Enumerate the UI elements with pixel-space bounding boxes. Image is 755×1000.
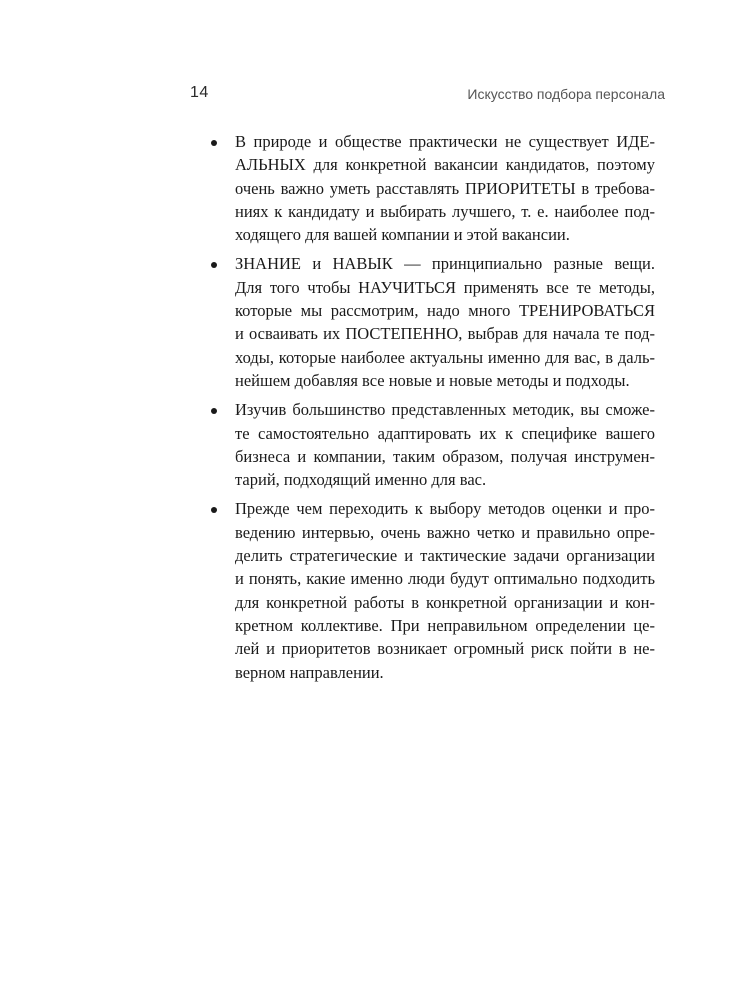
bullet-item-3 <box>200 398 655 491</box>
text-line: и осваивать их ПОСТЕПЕННО, выбрав для начала те под- <box>235 324 655 344</box>
text-line: для конкретной работы в конкретной организации и кон- <box>235 592 655 612</box>
text-line: В природе и обществе практически не существует ИДЕ- <box>235 132 655 151</box>
text-line: бизнеса и компании, таким образом, получая инструмен- <box>235 446 655 466</box>
text-line: ходящего для вашей компании и этой вакансии. <box>235 225 570 245</box>
bullet-list <box>200 130 655 690</box>
bullet-dot-icon <box>211 262 217 268</box>
text-line: тарий, подходящий именно для вас. <box>235 470 487 490</box>
bullet-item-2 <box>200 252 655 392</box>
text-line: лей и приоритетов возникает огромный риск пойти в не- <box>235 639 655 659</box>
bullet-text <box>235 398 655 491</box>
bullet-text <box>235 252 655 392</box>
bullet-dot-icon <box>211 408 217 414</box>
text-line: нейшем добавляя все новые и новые методы и подходы. <box>235 370 630 390</box>
text-line: верном направлении. <box>235 662 384 682</box>
text-line: и понять, какие именно люди будут оптимально подходить <box>235 569 655 589</box>
text-line: делить стратегические и тактические задачи организации <box>235 546 655 566</box>
text-line: те самостоятельно адаптировать их к специфике вашего <box>235 423 655 443</box>
text-line: которые мы рассмотрим, надо много ТРЕНИРОВАТЬСЯ <box>235 301 655 321</box>
bullet-dot-icon <box>211 507 217 513</box>
bullet-item-4 <box>200 497 655 683</box>
text-line: АЛЬНЫХ для конкретной вакансии кандидатов, поэтому <box>235 155 655 175</box>
page-number: 14 <box>190 84 209 101</box>
bullet-item-1 <box>200 130 655 246</box>
text-line: Для того чтобы НАУЧИТЬСЯ применять все те методы, <box>235 277 655 297</box>
bullet-dot-icon <box>211 140 217 146</box>
text-line: ведению интервью, очень важно четко и правильно опре- <box>235 522 655 542</box>
text-line: ходы, которые наиболее актуальны именно для вас, в даль- <box>235 347 655 367</box>
text-line: ЗНАНИЕ и НАВЫК — принципиально разные вещи. <box>235 254 655 274</box>
text-line: Изучив большинство представленных методик, вы сможе- <box>235 400 655 420</box>
text-line: ниях к кандидату и выбирать лучшего, т. е. наиболее под- <box>235 201 655 221</box>
running-title: Искусство подбора персонала <box>467 86 665 102</box>
text-line: очень важно уметь расставлять ПРИОРИТЕТЫ в требова- <box>235 178 655 198</box>
bullet-text <box>235 497 655 683</box>
bullet-text <box>235 130 655 246</box>
text-line: кретном коллективе. При неправильном определении це- <box>235 615 655 635</box>
text-line: Прежде чем переходить к выбору методов оценки и про- <box>235 499 655 519</box>
